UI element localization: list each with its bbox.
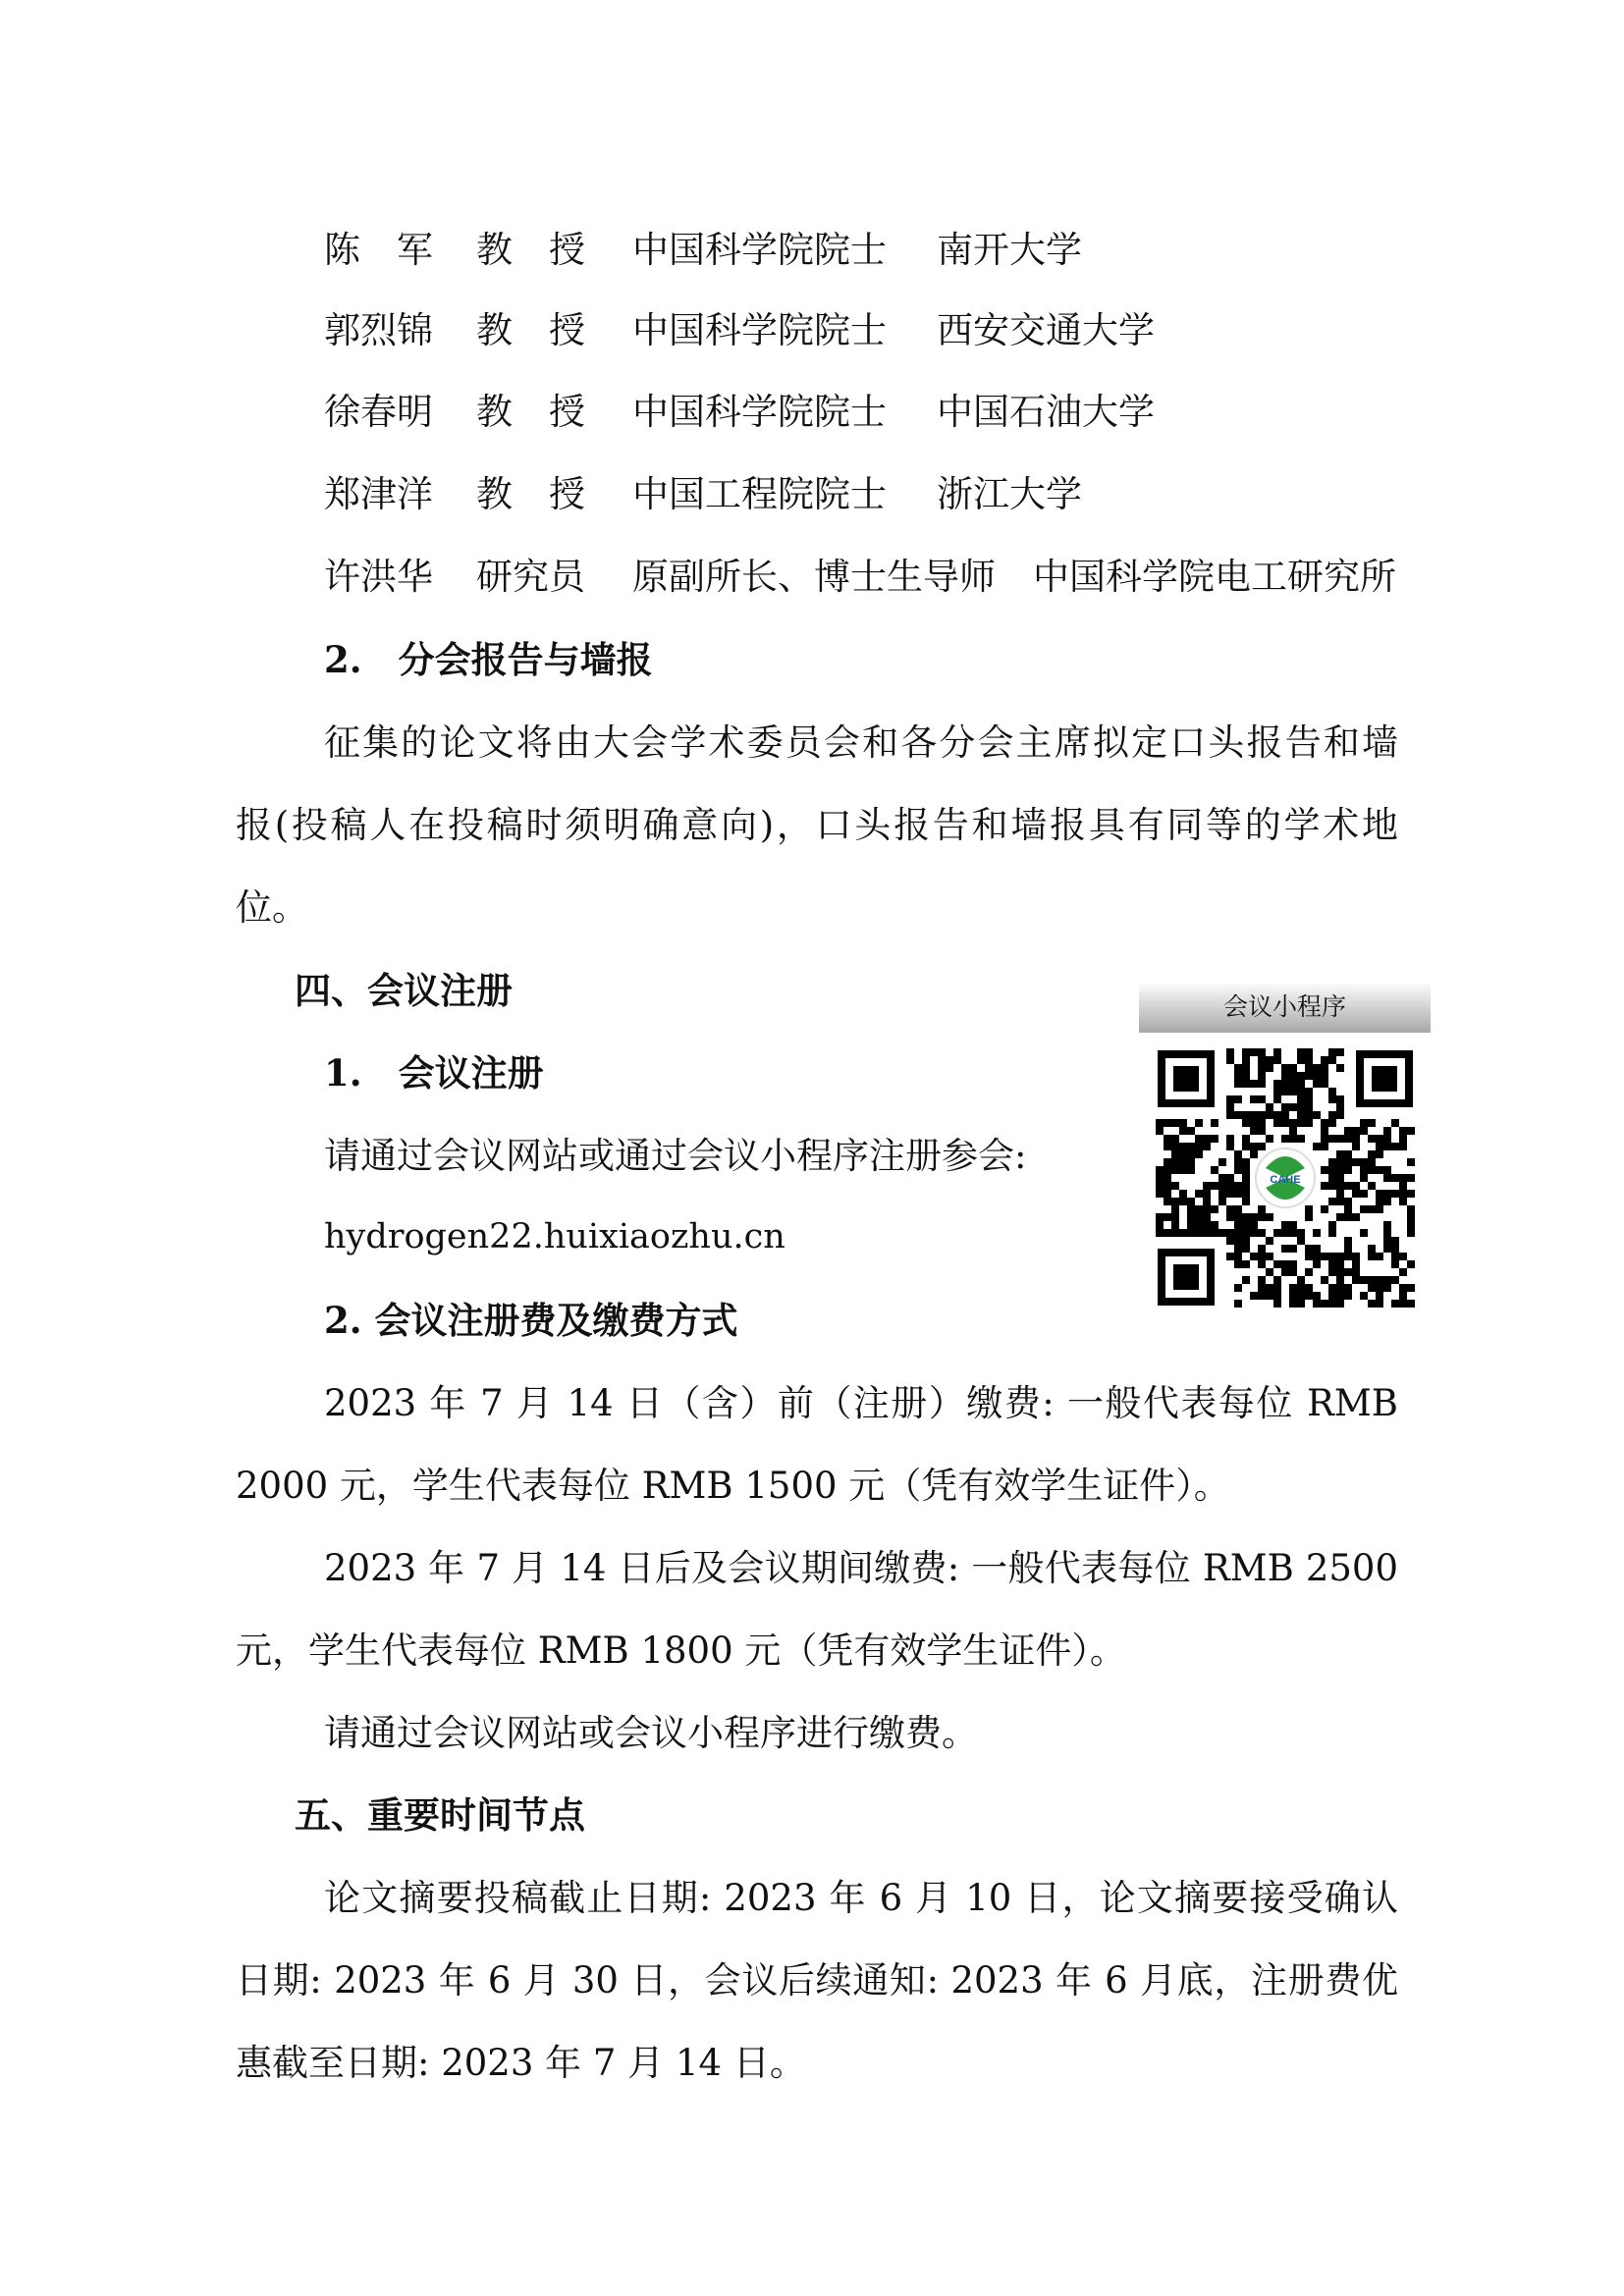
paragraph-line: 2023 年 7 月 14 日后及会议期间缴费: 一般代表每位 RMB 2500 xyxy=(324,1547,1398,1589)
speaker-name: 郑津洋 xyxy=(324,473,433,515)
qr-label: 会议小程序 xyxy=(1139,982,1431,1033)
speaker-row xyxy=(0,229,1624,271)
section-heading: 四、会议注册 xyxy=(295,969,513,1012)
speaker-row xyxy=(0,391,1624,433)
speaker-position: 中国工程院院士 xyxy=(632,473,887,515)
speaker-position: 中国科学院院士 xyxy=(632,229,887,271)
speaker-title: 教 授 xyxy=(476,473,585,515)
paragraph-line: 论文摘要投稿截止日期: 2023 年 6 月 10 日，论文摘要接受确认 xyxy=(324,1877,1398,1919)
section-heading: 五、重要时间节点 xyxy=(295,1793,585,1837)
paragraph-line: 位。 xyxy=(236,886,308,929)
paragraph-line: 征集的论文将由大会学术委员会和各分会主席拟定口头报告和墙 xyxy=(324,721,1398,764)
speaker-institution: 西安交通大学 xyxy=(937,309,1155,351)
speaker-position: 中国科学院院士 xyxy=(632,391,887,433)
speaker-title: 研究员 xyxy=(476,556,585,598)
speaker-institution: 中国科学院电工研究所 xyxy=(1033,556,1396,598)
speaker-position: 中国科学院院士 xyxy=(632,309,887,351)
mini-program-qr[interactable] xyxy=(1139,982,1431,1309)
website-url[interactable]: hydrogen22.huixiaozhu.cn xyxy=(324,1217,785,1256)
paragraph-line: 请通过会议网站或通过会议小程序注册参会: xyxy=(324,1135,1027,1177)
speaker-name: 陈 军 xyxy=(324,229,433,271)
speaker-name: 许洪华 xyxy=(324,556,433,598)
speaker-title: 教 授 xyxy=(476,229,585,271)
speaker-row xyxy=(0,556,1624,598)
subsection-heading: 1. 会议注册 xyxy=(324,1051,544,1095)
subsection-heading: 2. 分会报告与墙报 xyxy=(324,638,653,681)
speaker-institution: 南开大学 xyxy=(937,229,1082,271)
qr-code-icon[interactable] xyxy=(1154,1046,1417,1309)
speaker-title: 教 授 xyxy=(476,391,585,433)
speaker-title: 教 授 xyxy=(476,309,585,351)
paragraph-line: 2023 年 7 月 14 日（含）前（注册）缴费: 一般代表每位 RMB xyxy=(324,1382,1398,1424)
speaker-position: 原副所长、博士生导师 xyxy=(632,556,996,598)
paragraph-line: 惠截至日期: 2023 年 7 月 14 日。 xyxy=(236,2042,806,2084)
paragraph-line: 请通过会议网站或会议小程序进行缴费。 xyxy=(324,1712,978,1754)
paragraph-line: 日期: 2023 年 6 月 30 日，会议后续通知: 2023 年 6 月底，注册费优 xyxy=(236,1959,1398,2002)
speaker-name: 徐春明 xyxy=(324,391,433,433)
speaker-name: 郭烈锦 xyxy=(324,309,433,351)
paragraph-line: 元，学生代表每位 RMB 1800 元（凭有效学生证件）。 xyxy=(236,1629,1126,1672)
speaker-row xyxy=(0,309,1624,351)
paragraph-line: 报(投稿人在投稿时须明确意向)，口头报告和墙报具有同等的学术地 xyxy=(236,804,1398,846)
speaker-row xyxy=(0,473,1624,515)
subsection-heading: 2. 会议注册费及缴费方式 xyxy=(324,1299,738,1342)
qr-logo-text: CAHE xyxy=(1269,1174,1301,1186)
speaker-institution: 浙江大学 xyxy=(937,473,1082,515)
speaker-institution: 中国石油大学 xyxy=(937,391,1155,433)
paragraph-line: 2000 元，学生代表每位 RMB 1500 元（凭有效学生证件）。 xyxy=(236,1465,1230,1507)
